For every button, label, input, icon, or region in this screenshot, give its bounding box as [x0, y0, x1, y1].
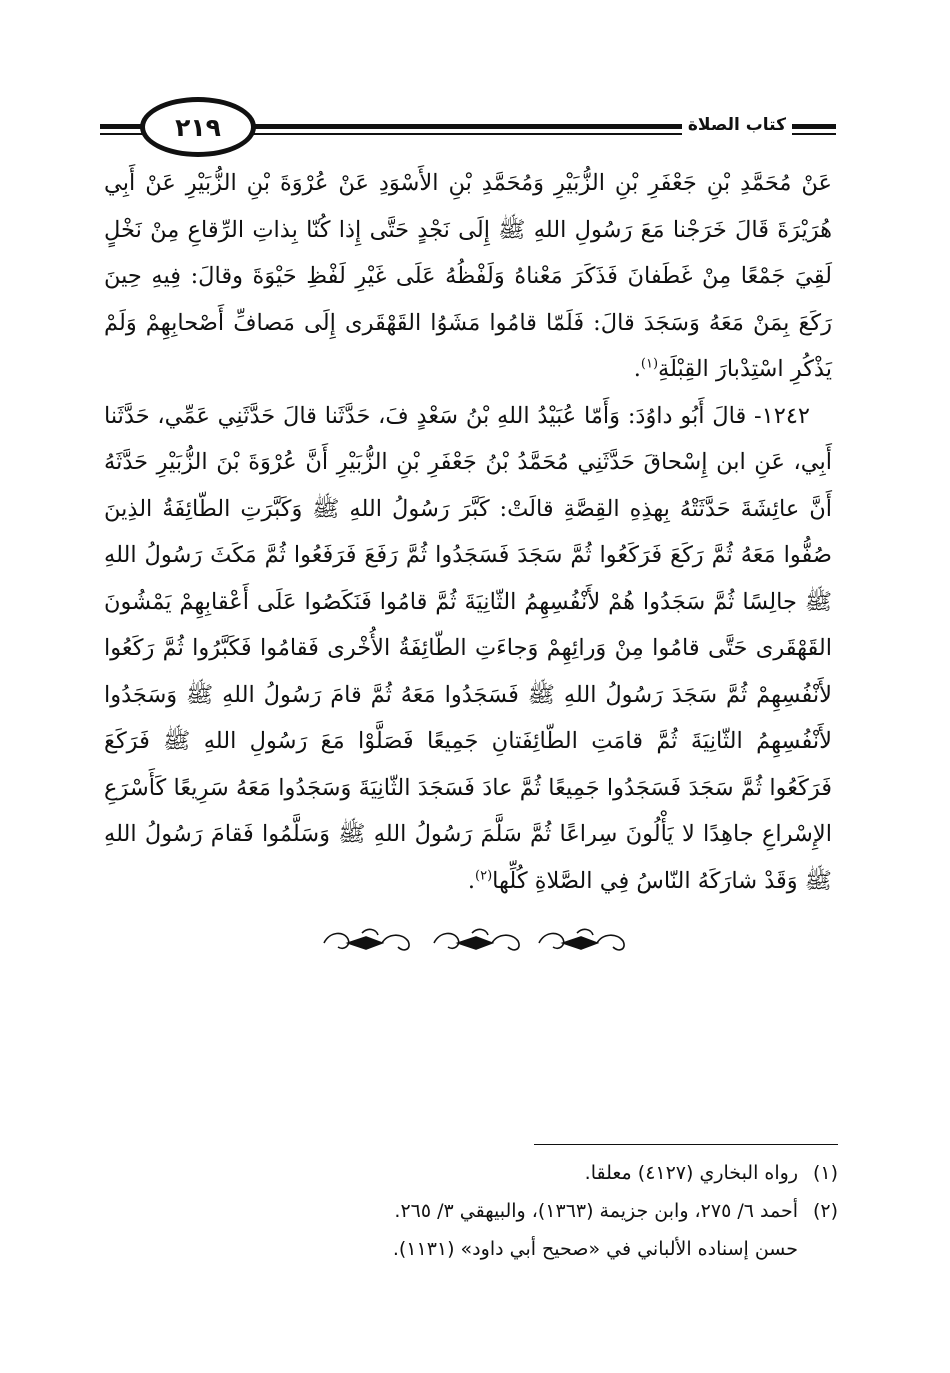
footnotes	[218, 1154, 838, 1268]
main-text	[104, 160, 832, 904]
footnote-2-continuation	[218, 1230, 838, 1268]
paragraph-1-end: .	[633, 356, 641, 382]
paragraph-2	[104, 393, 832, 905]
paragraph-2-end: .	[467, 867, 476, 894]
paragraph-1	[104, 160, 832, 393]
ornament-left	[324, 929, 409, 950]
running-title: كتاب الصلاة	[682, 115, 792, 135]
footnote-2-text: أحمد ٦/ ٢٧٥، وابن جزيمة (١٣٦٣)، والبيهقي ٣/ ٢٦٥.	[394, 1200, 798, 1222]
footnote-2	[218, 1192, 838, 1230]
footnote-separator	[534, 1144, 838, 1145]
paragraph-1-text: عَنْ مُحَمَّدِ بْنِ جَعْفَرِ بْنِ الزُّبَيْرِ وَمُحَمَّدِ بْنِ الأَسْوَدِ عَنْ عُرْوَةَ بْنِ الزُّبَيْرِ عَنْ أَبِي هُرَيْرَةَ قَالَ خَرَجْنا مَعَ رَسُولِ اللهِ ﷺ إِلَى نَجْدٍ حَتَّى إِذا كُنّا بِذاتِ الرِّقاعِ مِنْ نَخْلٍ لَقِيَ جَمْعًا مِنْ غَطَفانَ فَذَكَرَ مَعْناهُ وَلَفْظُهُ عَلَى غَيْرِ لَفْظِ حَيْوَةَ وقالَ: فِيهِ حِينَ رَكَعَ بِمَنْ مَعَهُ وَسَجَدَ قالَ: فَلَمّا قامُوا مَشَوُا القَهْقَرى إِلَى مَصافِّ أَصْحابِهِمْ وَلَمْ يَذْكُرِ اسْتِدْبارَ القِبْلَةِ	[104, 170, 832, 382]
paragraph-2-text: ١٢٤٢- قالَ أَبُو داوُدَ: وَأَمّا عُبَيْدُ اللهِ بْنُ سَعْدٍ فَ، حَدَّثَنا قالَ حَدَّثَنِي عَمِّي، حَدَّثَنا أَبِي، عَنِ ابن إِسْحاقَ حَدَّثَنِي مُحَمَّدُ بْنُ جَعْفَرِ بْنِ الزُّبَيْرِ أَنَّ عُرْوَةَ بْنَ الزُّبَيْرِ حَدَّثَهُ أَنَّ عائِشَةَ حَدَّثَتْهُ بِهذِهِ القِصَّةِ قالَتْ: كَبَّرَ رَسُولُ اللهِ ﷺ وَكَبَّرَتِ الطّائِفَةُ الذِينَ صُفُّوا مَعَهُ ثُمَّ رَكَعَ فَرَكَعُوا ثُمَّ سَجَدَ فَسَجَدُوا ثُمَّ رَفَعَ فَرَفَعُوا ثُمَّ مَكَثَ رَسُولُ اللهِ ﷺ جالِسًا ثُمَّ سَجَدُوا هُمْ لأَنْفُسِهِمُ الثّانِيَةَ ثُمَّ قامُوا فَنَكَصُوا عَلَى أَعْقابِهِمْ يَمْشُونَ القَهْقَرى حَتَّى قامُوا مِنْ وَرائِهِمْ وَجاءَتِ الطّائِفَةُ الأُخْرى فَقامُوا فَكَبَّرُوا ثُمَّ رَكَعُوا لأَنْفُسِهِمْ ثُمَّ سَجَدَ رَسُولُ اللهِ ﷺ فَسَجَدُوا مَعَهُ ثُمَّ قامَ رَسُولُ اللهِ ﷺ وَسَجَدُوا لأَنْفُسِهِمُ الثّانِيَةَ ثُمَّ قامَتِ الطّائِفَتانِ جَمِيعًا فَصَلَّوْا مَعَ رَسُولِ اللهِ ﷺ فَرَكَعَ فَرَكَعُوا ثُمَّ سَجَدَ فَسَجَدُوا جَمِيعًا ثُمَّ عادَ فَسَجَدَ الثّانِيَةَ وَسَجَدُوا مَعَهُ سَرِيعًا كَأَسْرَعِ الإِسْراعِ جاهِدًا لا يَأْلُونَ سِراعًا ثُمَّ سَلَّمَ رَسُولُ اللهِ ﷺ وَسَلَّمُوا فَقامَ رَسُولُ اللهِ ﷺ وَقَدْ شارَكَهُ النّاسُ فِي الصَّلاةِ كُلِّها	[104, 402, 832, 894]
footnote-ref-2[interactable]: (٢)	[475, 868, 493, 883]
footnote-1-text: رواه البخاري (٤١٢٧) معلقا.	[584, 1162, 798, 1184]
ornament-right	[539, 929, 624, 950]
page-header	[100, 97, 836, 157]
footnote-2-number: (٢)	[812, 1200, 838, 1222]
footnote-ref-1[interactable]: (١)	[640, 356, 659, 372]
footnote-2-continuation-text: حسن إسناده الألباني في «صحيح أبي داود» (١١٣١).	[392, 1238, 798, 1260]
footnote-1	[218, 1154, 838, 1192]
page-number: ٢١٩	[140, 97, 256, 157]
footnote-1-number: (١)	[812, 1162, 838, 1184]
ornament-divider	[318, 925, 628, 961]
ornament-center	[434, 929, 519, 950]
